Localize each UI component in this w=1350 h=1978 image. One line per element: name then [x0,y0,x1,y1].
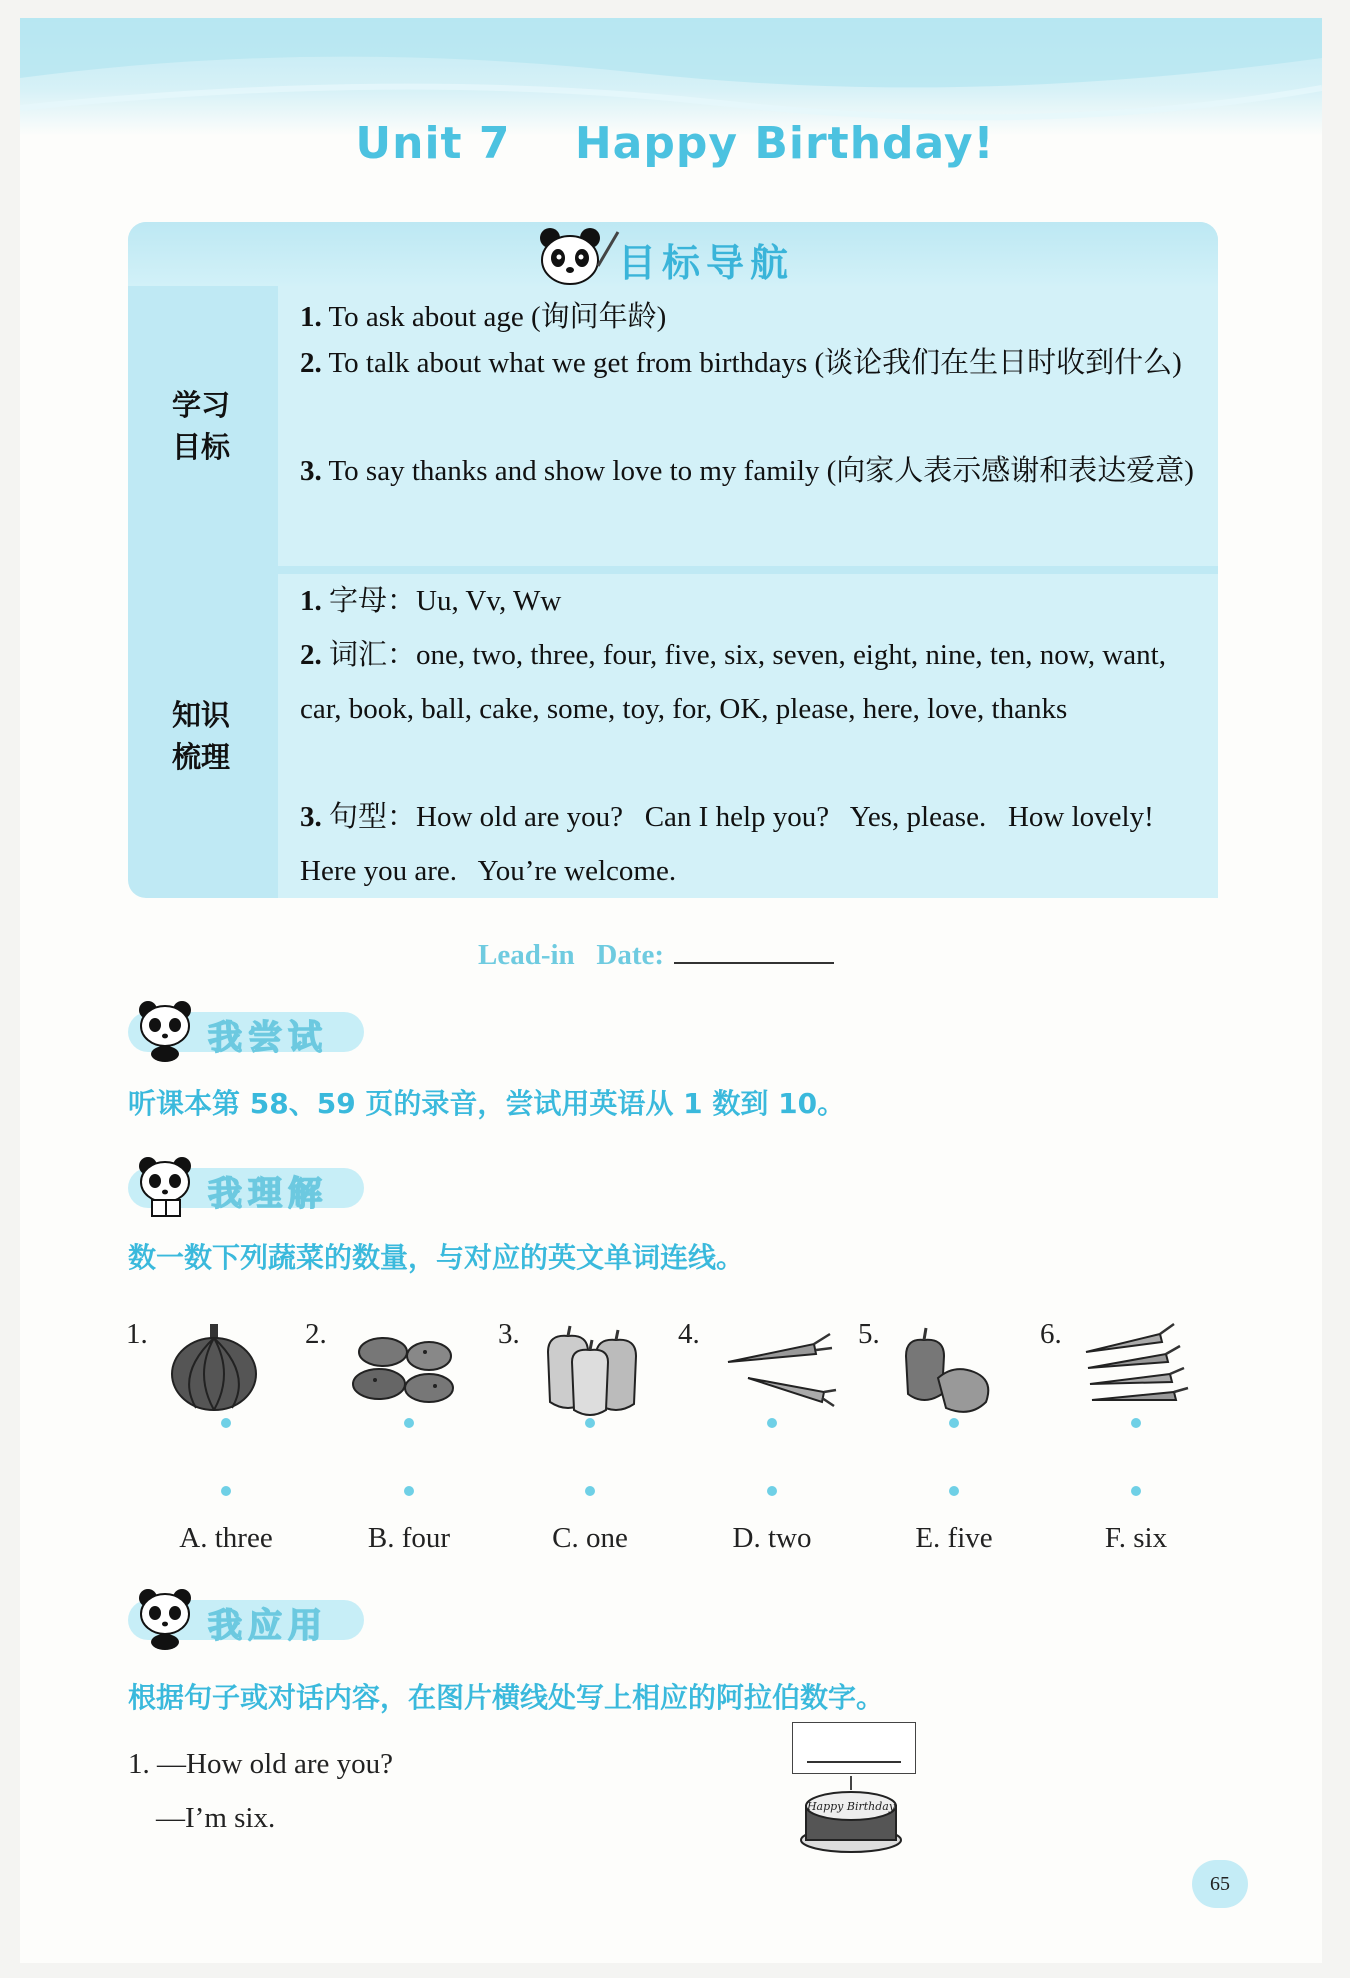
goal-text: To talk about what we get from birthdays (谈论我们在生日时收到什么) [321,347,1182,379]
unit-name: Happy Birthday! [574,118,995,169]
leadin-label: Lead-in Date: [478,939,665,971]
instruction-try: 听课本第 58、59 页的录音，尝试用英语从 1 数到 10。 [128,1087,846,1120]
panda-icon [134,1586,198,1650]
knowledge-text: 句型：How old are you? Can I help you? Yes, please. How lovely! Here you are. You’re welcome. [300,801,1176,887]
match-dot-bottom[interactable] [949,1486,959,1496]
match-dot-top[interactable] [767,1418,777,1428]
goal-num: 1. [300,301,322,333]
matching-item-2 [305,1318,485,1428]
question-1-line-1: 1. —How old are you? [128,1748,393,1780]
row-label-knowledge [128,574,274,898]
item-number: 1. [126,1318,148,1350]
matching-item-1 [126,1318,306,1428]
option-label: D. two [732,1522,812,1554]
leadin-date [478,938,834,972]
panda-reading-icon [134,1154,198,1218]
match-dot-top[interactable] [949,1418,959,1428]
row-label-learning-text: 学习 目标 [171,388,230,464]
item-number: 5. [858,1318,880,1350]
goal-num: 2. [300,347,322,379]
match-dot-bottom[interactable] [1131,1486,1141,1496]
matching-item-6 [1040,1318,1220,1428]
goal-item-2 [300,336,1200,390]
item-number: 4. [678,1318,700,1350]
match-dot-bottom[interactable] [404,1486,414,1496]
panda-teacher-icon [536,226,620,286]
answer-box[interactable] [792,1722,916,1774]
match-dot-top[interactable] [221,1418,231,1428]
item-number: 2. [305,1318,327,1350]
matching-item-3 [498,1318,678,1428]
goal-text: To say thanks and show love to my family (向家人表示感谢和表达爱意) [321,455,1194,487]
goals-box [128,222,1218,898]
match-dot-top[interactable] [404,1418,414,1428]
row-body-knowledge [278,574,1218,898]
answer-blank-line [807,1761,901,1763]
row-body-learning [278,286,1218,566]
knowledge-item-1 [300,574,1200,628]
section-title-understand: 我理解 [208,1174,328,1214]
section-title-apply: 我应用 [208,1606,328,1646]
question-1-line-2: —I’m six. [156,1802,276,1834]
option-label: E. five [915,1522,993,1554]
goals-row-knowledge [128,574,1218,898]
panda-icon [134,998,198,1062]
knowledge-text: 字母：Uu, Vv, Ww [321,585,562,617]
item-number: 3. [498,1318,520,1350]
item-number: 6. [1040,1318,1062,1350]
knowledge-item-3 [300,790,1200,898]
potatoes-icon [345,1322,465,1412]
goal-text: To ask about age (询问年龄) [321,301,667,333]
instruction-understand: 数一数下列蔬菜的数量，与对应的英文单词连线。 [128,1241,745,1274]
date-blank[interactable] [674,938,834,964]
peppers-icon [898,1322,1008,1418]
match-dot-bottom[interactable] [767,1486,777,1496]
goal-item-3 [300,444,1200,498]
page-number: 65 [1192,1860,1248,1908]
goals-title: 目标导航 [618,241,795,285]
knowledge-item-2 [300,628,1200,736]
option-label: C. one [552,1522,628,1554]
goal-num: 3. [300,455,322,487]
matching-item-5 [858,1318,1038,1428]
goals-row-learning [128,286,1218,566]
knowledge-num: 2. [300,639,322,671]
carrots-icon [718,1322,838,1412]
birthday-cake-icon [796,1776,906,1856]
carrots-icon [1080,1322,1190,1418]
knowledge-num: 1. [300,585,322,617]
peppers-icon [538,1322,648,1418]
option-label: B. four [367,1522,451,1554]
unit-title [0,118,1350,169]
knowledge-text: 词汇：one, two, three, four, five, six, seven, eight, nine, ten, now, want, car, book, ball, cake, some, toy, for, OK, please, here, love, thanks [300,639,1166,725]
match-dot-bottom[interactable] [221,1486,231,1496]
section-title-try: 我尝试 [208,1018,328,1058]
instruction-apply: 根据句子或对话内容，在图片横线处写上相应的阿拉伯数字。 [128,1681,885,1714]
matching-item-4 [678,1318,858,1428]
pumpkin-icon [166,1322,262,1412]
cake-text: Happy Birthday [806,1800,896,1813]
row-label-learning [128,286,274,566]
match-dot-bottom[interactable] [585,1486,595,1496]
option-label: F. six [1104,1522,1168,1554]
match-dot-top[interactable] [1131,1418,1141,1428]
match-dot-top[interactable] [585,1418,595,1428]
unit-number: Unit 7 [355,118,511,169]
row-label-knowledge-text: 知识 梳理 [171,698,230,774]
knowledge-num: 3. [300,801,322,833]
option-label: A. three [179,1522,273,1554]
